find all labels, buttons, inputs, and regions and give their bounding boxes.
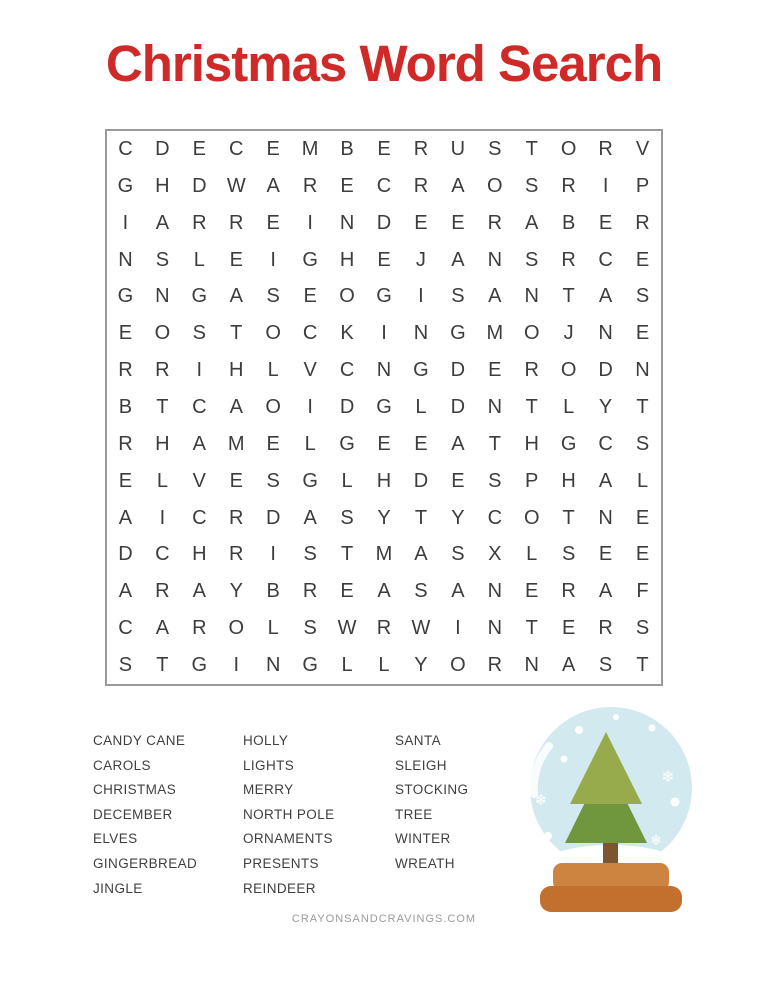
grid-letter: L [267, 359, 279, 382]
grid-letter: A [303, 506, 317, 529]
grid-letter: A [155, 211, 170, 234]
grid-letter: I [381, 322, 387, 345]
grid-letter: S [340, 506, 354, 529]
grid-letter: T [156, 395, 169, 418]
grid-letter: O [265, 395, 281, 418]
grid-letter: R [487, 654, 503, 677]
grid-letter: I [602, 174, 609, 197]
grid-letter: G [376, 285, 392, 308]
grid-letter: M [227, 432, 245, 455]
grid-letter: G [302, 654, 318, 677]
grid-letter: E [414, 432, 428, 455]
word-list-item: REINDEER [243, 880, 316, 896]
grid-letter: T [562, 285, 575, 308]
grid-letter: F [636, 580, 649, 603]
grid-letter: E [414, 211, 428, 234]
word-list-column-3 [395, 729, 468, 877]
grid-letter: L [415, 395, 427, 418]
grid-letter: D [413, 469, 429, 492]
page-title: Christmas Word Search [105, 35, 663, 92]
grid-letter: H [229, 359, 244, 382]
grid-letter: E [377, 137, 391, 160]
grid-letter: B [118, 395, 133, 418]
grid-letter: E [266, 211, 280, 234]
grid-letter: E [377, 248, 391, 271]
grid-letter: I [307, 211, 313, 234]
grid-letter: U [450, 137, 466, 160]
grid-letter: L [636, 469, 649, 492]
grid-letter: T [525, 617, 538, 640]
grid-letter: L [156, 469, 168, 492]
grid-letter: E [635, 322, 650, 345]
grid-letter: R [118, 432, 133, 455]
grid-letter: S [451, 285, 465, 308]
grid-letter: H [376, 469, 392, 492]
grid-letter: O [560, 137, 577, 160]
grid-letter: V [192, 469, 206, 492]
grid-letter: T [488, 432, 501, 455]
footer-credit: CRAYONSANDCRAVINGS.COM [291, 913, 477, 925]
word-list-column-1 [93, 729, 197, 901]
grid-letter: Y [414, 654, 428, 677]
grid-letter: S [155, 248, 170, 271]
snow-dot-icon [671, 798, 680, 807]
grid-letter: W [226, 174, 246, 197]
grid-letter: D [265, 506, 281, 529]
grid-letter: T [156, 654, 169, 677]
grid-letter: E [377, 432, 391, 455]
grid-letter: A [598, 285, 613, 308]
grid-letter: E [303, 285, 317, 308]
grid-letter: N [413, 322, 429, 345]
word-list-item: WINTER [395, 831, 451, 847]
grid-letter: G [339, 432, 355, 455]
grid-letter: E [266, 432, 280, 455]
grid-letter: L [341, 654, 353, 677]
grid-letter: E [598, 211, 613, 234]
grid-letter: A [451, 432, 465, 455]
grid-letter: G [560, 432, 577, 455]
grid-letter: R [229, 543, 244, 566]
word-list-item: ELVES [93, 831, 138, 847]
grid-letter: I [122, 211, 129, 234]
grid-letter: X [488, 543, 502, 566]
grid-letter: H [339, 248, 355, 271]
grid-letter: I [455, 617, 461, 640]
grid-letter: P [525, 469, 539, 492]
grid-letter: T [414, 506, 428, 529]
snow-dot-icon [544, 832, 552, 840]
grid-letter: D [192, 174, 207, 197]
grid-letter: E [561, 617, 576, 640]
grid-letter: S [635, 617, 650, 640]
grid-letter: O [523, 322, 540, 345]
grid-letter: I [233, 654, 240, 677]
snow-dot-icon [649, 725, 656, 732]
word-list-item: MERRY [243, 782, 294, 798]
grid-letter: C [192, 506, 207, 529]
grid-letter: G [450, 322, 466, 345]
grid-letter: E [229, 248, 243, 271]
grid-letter: N [265, 654, 281, 677]
grid-letter: N [635, 359, 650, 382]
grid-letter: R [487, 211, 503, 234]
grid-letter: C [339, 359, 355, 382]
grid-letter: O [339, 285, 355, 308]
grid-letter: R [561, 580, 576, 603]
grid-letter: H [561, 469, 576, 492]
grid-letter: C [598, 432, 613, 455]
grid-letter: L [304, 432, 316, 455]
grid-letter: E [525, 580, 539, 603]
grid-letter: R [561, 248, 576, 271]
grid-letter: C [376, 174, 392, 197]
grid-letter: E [451, 211, 465, 234]
grid-letter: E [635, 543, 650, 566]
grid-letter: D [450, 359, 466, 382]
grid-letter: Y [598, 395, 613, 418]
grid-letter: S [266, 285, 280, 308]
grid-letter: J [415, 248, 426, 271]
grid-letter: A [451, 174, 465, 197]
grid-letter: R [118, 359, 133, 382]
grid-letter: W [337, 617, 357, 640]
grid-letter: S [525, 248, 539, 271]
grid-letter: R [376, 617, 392, 640]
grid-letter: C [118, 137, 133, 160]
word-list-item: HOLLY [243, 733, 289, 748]
grid-letter: G [413, 359, 429, 382]
grid-letter: G [302, 248, 318, 271]
word-list-item: LIGHTS [243, 757, 295, 773]
snowflake-icon: ❄ [534, 791, 548, 809]
grid-letter: N [487, 395, 503, 418]
grid-letter: R [155, 580, 170, 603]
grid-letter: S [635, 432, 650, 455]
grid-letter: L [341, 469, 353, 492]
snowflake-icon: ❄ [661, 767, 675, 786]
grid-letter: N [524, 654, 539, 677]
grid-letter: I [307, 395, 313, 418]
grid-letter: H [192, 543, 207, 566]
grid-letter: S [266, 469, 280, 492]
word-list-item: TREE [395, 806, 433, 822]
grid-letter: I [159, 506, 166, 529]
grid-letter: N [155, 285, 170, 308]
grid-letter: H [155, 174, 170, 197]
grid-letter: R [229, 211, 244, 234]
grid-letter: E [488, 359, 502, 382]
snowflake-icon: ❄ [650, 833, 662, 849]
grid-letter: E [229, 469, 243, 492]
grid-letter: M [301, 137, 319, 160]
grid-letter: N [487, 617, 503, 640]
word-list-item: ORNAMENTS [243, 831, 333, 847]
grid-letter: A [229, 285, 243, 308]
grid-letter: N [118, 248, 133, 271]
grid-letter: C [598, 248, 613, 271]
snow-dot-icon [613, 714, 619, 720]
word-list-item: PRESENTS [243, 855, 319, 871]
grid-letter: A [377, 580, 391, 603]
grid-letter: S [192, 322, 206, 345]
grid-letter: C [192, 395, 207, 418]
grid-letter: A [266, 174, 280, 197]
grid-letter: T [636, 654, 649, 677]
grid-letter: H [155, 432, 170, 455]
grid-letter: K [340, 322, 354, 345]
grid-letter: S [414, 580, 428, 603]
grid-letter: E [192, 137, 206, 160]
grid-letter: G [117, 285, 134, 308]
word-list-item: SLEIGH [395, 757, 447, 773]
grid-letter: Y [229, 580, 243, 603]
grid-letter: S [303, 543, 317, 566]
grid-letter: G [191, 285, 208, 308]
grid-letter: B [266, 580, 280, 603]
grid-letter: E [451, 469, 465, 492]
grid-letter: C [487, 506, 503, 529]
grid-letter: T [636, 395, 649, 418]
grid-letter: S [635, 285, 650, 308]
grid-letter: E [118, 322, 133, 345]
grid-letter: H [524, 432, 539, 455]
word-list-item: CANDY CANE [93, 733, 186, 748]
grid-letter: T [340, 543, 354, 566]
grid-letter: N [598, 506, 613, 529]
grid-letter: O [523, 506, 540, 529]
grid-letter: Y [377, 506, 391, 529]
grid-letter: T [525, 395, 538, 418]
grid-letter: A [451, 580, 465, 603]
grid-letter: L [193, 248, 205, 271]
grid-letter: S [598, 654, 613, 677]
grid-letter: L [563, 395, 575, 418]
grid-letter: G [191, 654, 208, 677]
grid-letter: T [230, 322, 243, 345]
grid-letter: D [155, 137, 170, 160]
grid-letter: E [266, 137, 280, 160]
grid-letter: R [192, 211, 207, 234]
grid-letter: Y [451, 506, 465, 529]
grid-letter: P [635, 174, 650, 197]
word-list-item: WREATH [395, 855, 455, 871]
grid-letter: N [524, 285, 539, 308]
grid-letter: S [488, 137, 502, 160]
grid-letter: N [376, 359, 392, 382]
grid-letter: A [451, 248, 465, 271]
grid-letter: W [411, 617, 431, 640]
grid-letter: R [229, 506, 244, 529]
grid-letter: I [196, 359, 203, 382]
grid-letter: I [418, 285, 424, 308]
grid-letter: R [192, 617, 207, 640]
grid-letter: O [560, 359, 577, 382]
grid-letter: R [413, 174, 429, 197]
grid-letter: L [526, 543, 538, 566]
grid-letter: D [450, 395, 466, 418]
grid-letter: I [270, 248, 276, 271]
grid-letter: D [598, 359, 613, 382]
grid-letter: A [192, 432, 206, 455]
snow-dot-icon [575, 726, 583, 734]
grid-letter: A [192, 580, 206, 603]
grid-letter: A [561, 654, 576, 677]
grid-letter: V [303, 359, 317, 382]
grid-letter: E [635, 506, 650, 529]
grid-letter: B [340, 137, 354, 160]
grid-letter: A [488, 285, 502, 308]
grid-letter: E [635, 248, 650, 271]
word-list-column-2 [243, 729, 335, 901]
grid-letter: A [598, 580, 613, 603]
grid-letter: R [598, 137, 613, 160]
word-list-item: SANTA [395, 733, 442, 748]
grid-letter: E [340, 580, 354, 603]
grid-letter: A [525, 211, 539, 234]
snow-dot-icon [561, 756, 568, 763]
grid-letter: I [270, 543, 276, 566]
grid-letter: R [524, 359, 539, 382]
grid-letter: R [155, 359, 170, 382]
globe-base-bottom [540, 886, 682, 912]
grid-letter: O [487, 174, 503, 197]
grid-letter: O [228, 617, 245, 640]
grid-letter: D [118, 543, 133, 566]
grid-letter: A [229, 395, 243, 418]
grid-letter: G [117, 174, 134, 197]
grid-letter: B [561, 211, 576, 234]
grid-letter: A [118, 506, 133, 529]
grid-letter: L [267, 617, 279, 640]
grid-letter: A [118, 580, 133, 603]
grid-letter: E [340, 174, 354, 197]
grid-letter: L [378, 654, 390, 677]
grid-letter: N [339, 211, 355, 234]
word-list-item: CHRISTMAS [93, 782, 177, 798]
grid-letter: S [561, 543, 576, 566]
grid-letter: C [302, 322, 318, 345]
grid-letter: R [598, 617, 613, 640]
grid-letter: V [635, 137, 650, 160]
grid-letter: C [118, 617, 133, 640]
grid-letter: S [118, 654, 133, 677]
grid-letter: J [563, 322, 574, 345]
grid-letter: T [525, 137, 538, 160]
grid-letter: S [525, 174, 539, 197]
grid-letter: D [339, 395, 355, 418]
grid-letter: E [118, 469, 133, 492]
grid-letter: N [487, 580, 503, 603]
grid-letter: T [562, 506, 575, 529]
grid-letter: O [265, 322, 281, 345]
grid-letter: S [303, 617, 317, 640]
snow-globe-illustration [517, 702, 705, 914]
grid-letter: C [229, 137, 244, 160]
grid-letter: A [414, 543, 428, 566]
grid-letter: G [302, 469, 318, 492]
grid-letter: O [154, 322, 171, 345]
grid-letter: S [451, 543, 465, 566]
grid-letter: C [155, 543, 170, 566]
grid-letter: A [155, 617, 170, 640]
grid-letter: N [487, 248, 503, 271]
word-list-item: JINGLE [93, 880, 143, 896]
grid-letter: O [450, 654, 466, 677]
grid-letter: M [375, 543, 393, 566]
grid-letter: R [635, 211, 650, 234]
word-list-item: NORTH POLE [243, 806, 335, 822]
word-list-item: DECEMBER [93, 806, 173, 822]
grid-letter: D [376, 211, 392, 234]
grid-letter: R [413, 137, 429, 160]
grid-letter: S [488, 469, 502, 492]
word-list-item: STOCKING [395, 782, 469, 798]
word-list-item: CAROLS [93, 757, 151, 773]
grid-letter: A [598, 469, 613, 492]
grid-letter: N [598, 322, 613, 345]
grid-letter: M [486, 322, 504, 345]
word-search-grid [105, 129, 663, 686]
grid-letter: R [561, 174, 576, 197]
grid-letter: E [598, 543, 613, 566]
grid-letter: G [376, 395, 392, 418]
word-list-item: GINGERBREAD [93, 855, 198, 871]
grid-letter: R [302, 174, 318, 197]
grid-letter: R [302, 580, 318, 603]
